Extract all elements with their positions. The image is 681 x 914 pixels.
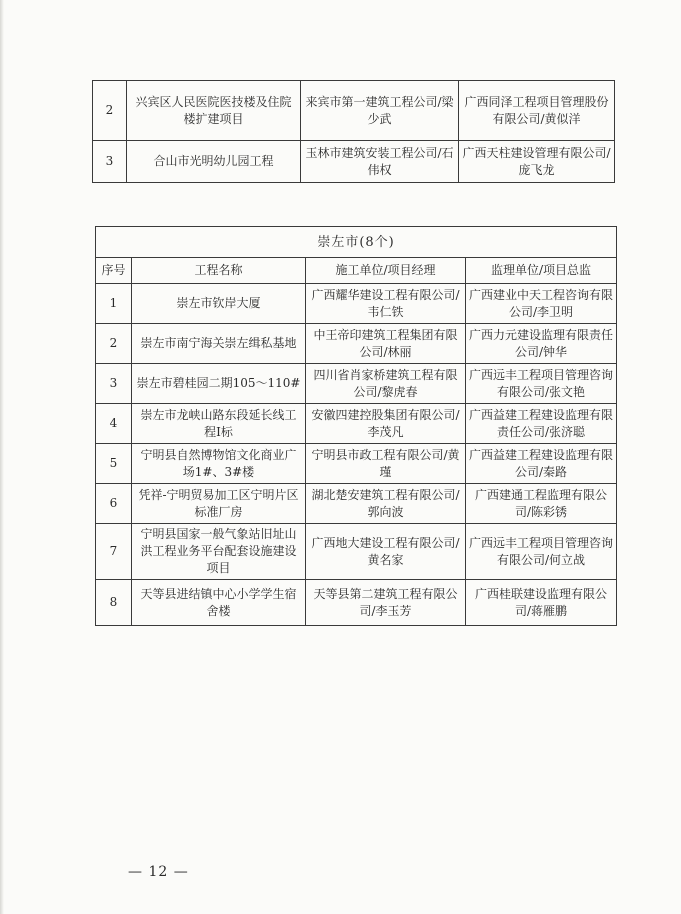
supervisor: 广西建业中天工程咨询有限公司/李卫明 xyxy=(466,284,617,324)
project-name: 天等县进结镇中心小学学生宿舍楼 xyxy=(132,580,306,626)
contractor: 中王帝印建筑工程集团有限公司/林丽 xyxy=(306,324,466,364)
contractor: 天等县第二建筑工程有限公司/李玉芳 xyxy=(306,580,466,626)
previous-city-table xyxy=(92,80,615,183)
header-project: 工程名称 xyxy=(132,258,306,284)
row-number: 1 xyxy=(96,284,132,324)
contractor: 安徽四建控股集团有限公司/李茂凡 xyxy=(306,404,466,444)
row-number: 8 xyxy=(96,580,132,626)
contractor: 玉林市建筑安装工程公司/石伟权 xyxy=(301,141,459,183)
table-row xyxy=(96,444,617,484)
table-row xyxy=(93,81,615,141)
supervisor: 广西益建工程建设监理有限责任公司/张济聪 xyxy=(466,404,617,444)
supervisor: 广西天柱建设管理有限公司/庞飞龙 xyxy=(459,141,615,183)
project-name: 兴宾区人民医院医技楼及住院楼扩建项目 xyxy=(127,81,301,141)
row-number: 6 xyxy=(96,484,132,524)
project-name: 崇左市碧桂园二期105～110# xyxy=(132,364,306,404)
table-header-row xyxy=(96,258,617,284)
supervisor: 广西远丰工程项目管理咨询有限公司/何立战 xyxy=(466,524,617,580)
supervisor: 广西益建工程建设监理有限公司/秦路 xyxy=(466,444,617,484)
table-row xyxy=(96,324,617,364)
contractor: 来宾市第一建筑工程公司/梁少武 xyxy=(301,81,459,141)
project-name: 崇左市龙峡山路东段延长线工程Ⅰ标 xyxy=(132,404,306,444)
row-number: 2 xyxy=(96,324,132,364)
project-name: 宁明县国家一般气象站旧址山洪工程业务平台配套设施建设项目 xyxy=(132,524,306,580)
row-number: 5 xyxy=(96,444,132,484)
row-number: 3 xyxy=(96,364,132,404)
table-row xyxy=(96,364,617,404)
table-row xyxy=(96,284,617,324)
contractor: 湖北楚安建筑工程有限公司/郭向波 xyxy=(306,484,466,524)
project-name: 宁明县自然博物馆文化商业广场1#、3#楼 xyxy=(132,444,306,484)
project-name: 凭祥-宁明贸易加工区宁明片区标准厂房 xyxy=(132,484,306,524)
supervisor: 广西远丰工程项目管理咨询有限公司/张文艳 xyxy=(466,364,617,404)
page-edge-shadow xyxy=(0,0,4,914)
supervisor: 广西建通工程监理有限公司/陈彩锈 xyxy=(466,484,617,524)
table-row xyxy=(96,404,617,444)
city-title: 崇左市(8个) xyxy=(96,227,617,258)
supervisor: 广西同泽工程项目管理股份有限公司/黄似洋 xyxy=(459,81,615,141)
contractor: 四川省肖家桥建筑工程有限公司/黎虎春 xyxy=(306,364,466,404)
contractor: 广西耀华建设工程有限公司/韦仁铁 xyxy=(306,284,466,324)
table-row xyxy=(96,580,617,626)
contractor: 广西地大建设工程有限公司/黄名家 xyxy=(306,524,466,580)
row-number: 2 xyxy=(93,81,127,141)
row-number: 4 xyxy=(96,404,132,444)
row-number: 3 xyxy=(93,141,127,183)
project-name: 合山市光明幼儿园工程 xyxy=(127,141,301,183)
table-row xyxy=(96,484,617,524)
header-contractor: 施工单位/项目经理 xyxy=(306,258,466,284)
table-row xyxy=(96,524,617,580)
supervisor: 广西力元建设监理有限责任公司/钟华 xyxy=(466,324,617,364)
header-supervisor: 监理单位/项目总监 xyxy=(466,258,617,284)
chongzuo-table xyxy=(95,226,617,626)
supervisor: 广西桂联建设监理有限公司/蒋雁鹏 xyxy=(466,580,617,626)
contractor: 宁明县市政工程有限公司/黄瑾 xyxy=(306,444,466,484)
table-row xyxy=(93,141,615,183)
page-number: — 12 — xyxy=(128,864,189,880)
row-number: 7 xyxy=(96,524,132,580)
project-name: 崇左市钦岸大厦 xyxy=(132,284,306,324)
project-name: 崇左市南宁海关崇左缉私基地 xyxy=(132,324,306,364)
header-number: 序号 xyxy=(96,258,132,284)
